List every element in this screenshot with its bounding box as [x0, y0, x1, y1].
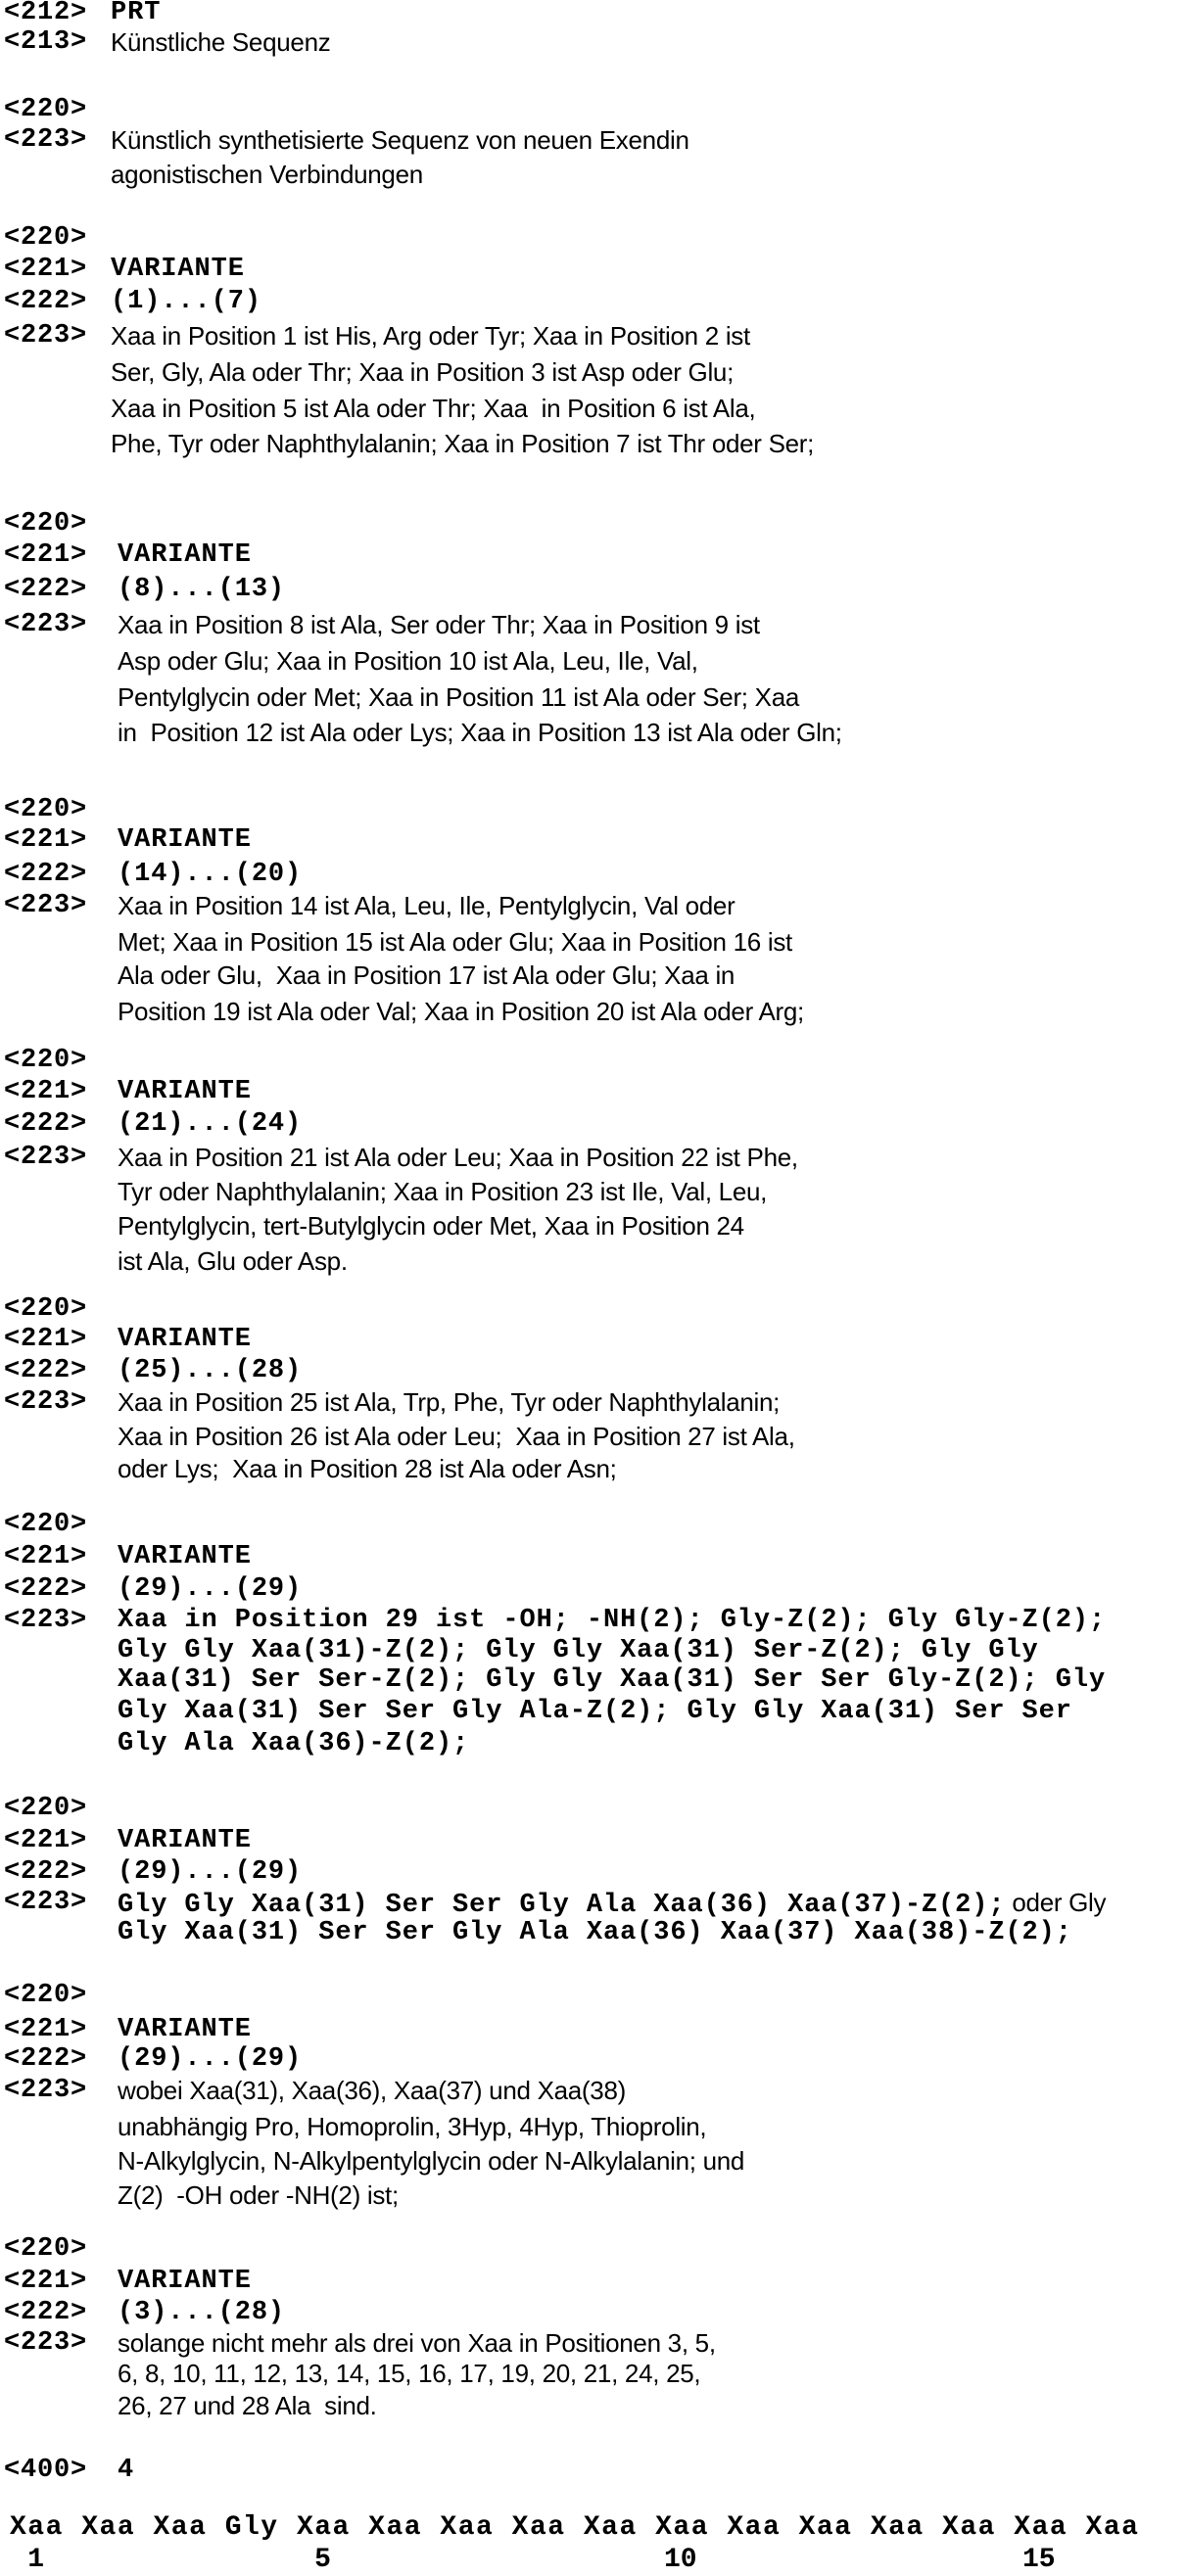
field-value: (25)...(28) [118, 1355, 302, 1386]
field-tag: <221> [4, 1324, 87, 1355]
field-value: (21)...(24) [118, 1108, 302, 1140]
field-value: Xaa in Position 8 ist Ala, Ser oder Thr; Xaa in Position 9 ist [118, 609, 760, 640]
field-value: (8)...(13) [118, 574, 285, 605]
field-value: Ala oder Glu, Xaa in Position 17 ist Ala oder Glu; Xaa in [118, 960, 735, 991]
entry-line [0, 1293, 1186, 1325]
field-value: Position 19 ist Ala oder Val; Xaa in Position 20 ist Ala oder Arg; [118, 996, 804, 1027]
residue: Xaa [512, 2512, 566, 2543]
field-tag: <222> [4, 1108, 87, 1140]
entry-continuation-line [0, 1917, 1186, 1948]
field-value: Xaa in Position 29 ist -OH; -NH(2); Gly-Z(2); Gly Gly-Z(2); [118, 1605, 1106, 1636]
entry-line [0, 794, 1186, 825]
entry-line [0, 574, 1186, 605]
field-value: Phe, Tyr oder Naphthylalanin; Xaa in Position 7 ist Thr oder Ser; [111, 428, 814, 459]
field-value: PRT [111, 0, 161, 28]
field-value: (14)...(20) [118, 859, 302, 890]
residue-number: 1 [27, 2545, 44, 2576]
field-tag: <223> [4, 609, 87, 640]
field-value: Xaa in Position 1 ist His, Arg oder Tyr; Xaa in Position 2 ist [111, 320, 750, 351]
residue-number: 10 [664, 2545, 697, 2576]
field-tag: <222> [4, 1573, 87, 1605]
entry-continuation-line [0, 2179, 1186, 2211]
field-tag: <223> [4, 320, 87, 351]
residue: Xaa [1086, 2512, 1140, 2543]
residue: Xaa [153, 2512, 207, 2543]
entry-line [0, 2455, 1186, 2486]
field-value: N-Alkylglycin, N-Alkylpentylglycin oder N-Alkylalanin; und [118, 2145, 744, 2177]
field-value: ist Ala, Glu oder Asp. [118, 1245, 348, 1277]
field-tag: <222> [4, 2043, 87, 2075]
field-value: (29)...(29) [118, 1573, 302, 1605]
entry-continuation-line [0, 926, 1186, 958]
field-value-text: oder Gly [1005, 1888, 1106, 1917]
field-tag: <220> [4, 222, 87, 254]
field-value: Gly Xaa(31) Ser Ser Gly Ala Xaa(36) Xaa(37) Xaa(38)-Z(2); [118, 1917, 1072, 1948]
entry-line [0, 1509, 1186, 1540]
field-value: Gly Gly Xaa(31)-Z(2); Gly Gly Xaa(31) Ser-Z(2); Gly Gly [118, 1635, 1039, 1666]
field-value: (29)...(29) [118, 2043, 302, 2075]
field-value: Xaa in Position 21 ist Ala oder Leu; Xaa in Position 22 ist Phe, [118, 1142, 798, 1173]
entry-line [0, 890, 1186, 921]
entry-continuation-line [0, 717, 1186, 748]
entry-line [0, 26, 1186, 58]
entry-line [0, 609, 1186, 640]
field-tag: <223> [4, 2075, 87, 2106]
field-value: Z(2) -OH oder -NH(2) ist; [118, 2179, 399, 2211]
entry-line [0, 1108, 1186, 1140]
field-value: VARIANTE [118, 539, 252, 571]
entry-line [0, 1076, 1186, 1107]
field-value: unabhängig Pro, Homoprolin, 3Hyp, 4Hyp, Thioprolin, [118, 2111, 706, 2142]
field-tag: <223> [4, 890, 87, 921]
residue: Xaa [440, 2512, 494, 2543]
field-value: VARIANTE [118, 1076, 252, 1107]
entry-line [0, 2014, 1186, 2045]
entry-line [0, 0, 1186, 28]
field-tag: <221> [4, 2266, 87, 2297]
entry-continuation-line [0, 681, 1186, 713]
field-value: Künstliche Sequenz [111, 26, 330, 58]
field-tag: <223> [4, 1142, 87, 1173]
field-tag: <221> [4, 2014, 87, 2045]
entry-line [0, 1386, 1186, 1418]
residue: Xaa [655, 2512, 709, 2543]
residue: Xaa [871, 2512, 925, 2543]
residue: Xaa [727, 2512, 781, 2543]
field-tag: <220> [4, 94, 87, 125]
entry-line [0, 2075, 1186, 2106]
field-tag: <221> [4, 254, 87, 285]
entry-line [0, 824, 1186, 856]
entry-continuation-line [0, 1696, 1186, 1727]
entry-continuation-line [0, 428, 1186, 459]
field-value: 26, 27 und 28 Ala sind. [118, 2390, 377, 2421]
field-tag: <223> [4, 124, 87, 156]
field-value: VARIANTE [118, 824, 252, 856]
field-tag: <220> [4, 2233, 87, 2265]
entry-line [0, 1324, 1186, 1355]
field-tag: <220> [4, 1509, 87, 1540]
entry-line [0, 1825, 1186, 1856]
field-tag: <220> [4, 1045, 87, 1076]
field-value: Xaa in Position 5 ist Ala oder Thr; Xaa in Position 6 ist Ala, [111, 393, 755, 424]
residue: Xaa [297, 2512, 351, 2543]
field-tag: <220> [4, 1980, 87, 2011]
entry-line [0, 1573, 1186, 1605]
entry-line [0, 2266, 1186, 2297]
field-value: Xaa in Position 14 ist Ala, Leu, Ile, Pentylglycin, Val oder [118, 890, 735, 921]
entry-line [0, 1856, 1186, 1888]
entry-continuation-line [0, 2358, 1186, 2389]
entry-line [0, 286, 1186, 317]
field-value: oder Lys; Xaa in Position 28 ist Ala oder Asn; [118, 1453, 617, 1484]
field-tag: <222> [4, 1856, 87, 1888]
entry-line [0, 222, 1186, 254]
field-tag: <222> [4, 859, 87, 890]
entry-line [0, 1793, 1186, 1824]
field-tag: <213> [4, 26, 87, 58]
field-value: Gly Xaa(31) Ser Ser Gly Ala-Z(2); Gly Gly Xaa(31) Ser Ser [118, 1696, 1072, 1727]
entry-line [0, 508, 1186, 539]
field-value: in Position 12 ist Ala oder Lys; Xaa in Position 13 ist Ala oder Gln; [118, 717, 842, 748]
field-value: Ser, Gly, Ala oder Thr; Xaa in Position 3 ist Asp oder Glu; [111, 356, 734, 388]
entry-line [0, 254, 1186, 285]
field-value: Xaa in Position 26 ist Ala oder Leu; Xaa in Position 27 ist Ala, [118, 1421, 795, 1452]
residue: Xaa [81, 2512, 135, 2543]
residue: Xaa [584, 2512, 638, 2543]
entry-continuation-line [0, 645, 1186, 677]
entry-line [0, 1605, 1186, 1636]
field-value: agonistischen Verbindungen [111, 159, 423, 190]
entry-line [0, 859, 1186, 890]
field-tag: <221> [4, 1825, 87, 1856]
entry-line [0, 2327, 1186, 2359]
field-tag: <212> [4, 0, 87, 28]
field-value: wobei Xaa(31), Xaa(36), Xaa(37) und Xaa(38) [118, 2075, 626, 2106]
entry-line [0, 124, 1186, 156]
field-value: Met; Xaa in Position 15 ist Ala oder Glu; Xaa in Position 16 ist [118, 926, 792, 958]
entry-line [0, 1355, 1186, 1386]
field-tag: <220> [4, 1793, 87, 1824]
entry-continuation-line [0, 2145, 1186, 2177]
entry-line [0, 2043, 1186, 2075]
field-tag: <223> [4, 1386, 87, 1418]
entry-continuation-line [0, 1635, 1186, 1666]
field-value: Xaa in Position 25 ist Ala, Trp, Phe, Tyr oder Naphthylalanin; [118, 1386, 780, 1418]
residue: Xaa [942, 2512, 996, 2543]
field-value: VARIANTE [118, 1541, 252, 1572]
field-tag: <222> [4, 574, 87, 605]
entry-continuation-line [0, 393, 1186, 424]
field-tag: <220> [4, 508, 87, 539]
field-value: VARIANTE [118, 1825, 252, 1856]
entry-continuation-line [0, 1210, 1186, 1241]
entry-line [0, 2233, 1186, 2265]
field-value: VARIANTE [118, 2014, 252, 2045]
entry-continuation-line [0, 2390, 1186, 2421]
residue: Gly [225, 2512, 279, 2543]
field-tag: <221> [4, 1076, 87, 1107]
field-value: Xaa(31) Ser Ser-Z(2); Gly Gly Xaa(31) Ser Ser Gly-Z(2); Gly [118, 1664, 1106, 1696]
field-tag: <221> [4, 824, 87, 856]
sequence-residues [10, 2512, 1139, 2544]
residue: Xaa [799, 2512, 853, 2543]
residue: Xaa [10, 2512, 64, 2543]
entry-line [0, 2297, 1186, 2328]
field-value: (3)...(28) [118, 2297, 285, 2328]
field-tag: <220> [4, 794, 87, 825]
entry-continuation-line [0, 2111, 1186, 2142]
field-tag: <222> [4, 1355, 87, 1386]
field-value: VARIANTE [118, 1324, 252, 1355]
field-value: Tyr oder Naphthylalanin; Xaa in Position 23 ist Ile, Val, Leu, [118, 1176, 767, 1207]
field-tag: <220> [4, 1293, 87, 1325]
residue: Xaa [368, 2512, 422, 2543]
residue: Xaa [1014, 2512, 1067, 2543]
field-tag: <223> [4, 1605, 87, 1636]
field-tag: <221> [4, 1541, 87, 1572]
field-value-mono: Gly Gly Xaa(31) Ser Ser Gly Ala Xaa(36) Xaa(37)-Z(2); [118, 1891, 1005, 1920]
entry-continuation-line [0, 1664, 1186, 1696]
field-value: (29)...(29) [118, 1856, 302, 1888]
field-value: 4 [118, 2455, 134, 2486]
entry-continuation-line [0, 1245, 1186, 1277]
entry-line [0, 539, 1186, 571]
entry-line [0, 94, 1186, 125]
field-value: 6, 8, 10, 11, 12, 13, 14, 15, 16, 17, 19, 20, 21, 24, 25, [118, 2358, 700, 2389]
entry-continuation-line [0, 996, 1186, 1027]
field-tag: <223> [4, 2327, 87, 2359]
field-value: Asp oder Glu; Xaa in Position 10 ist Ala, Leu, Ile, Val, [118, 645, 698, 677]
residue-number: 15 [1022, 2545, 1056, 2576]
entry-continuation-line [0, 159, 1186, 190]
field-value: VARIANTE [111, 254, 245, 285]
entry-line [0, 1887, 1186, 1918]
entry-line [0, 1980, 1186, 2011]
field-value: Pentylglycin, tert-Butylglycin oder Met, Xaa in Position 24 [118, 1210, 744, 1241]
field-tag: <223> [4, 1887, 87, 1918]
field-value: VARIANTE [118, 2266, 252, 2297]
field-tag: <222> [4, 2297, 87, 2328]
entry-line [0, 320, 1186, 351]
entry-line [0, 1541, 1186, 1572]
field-value: (1)...(7) [111, 286, 261, 317]
entry-continuation-line [0, 356, 1186, 388]
field-value: solange nicht mehr als drei von Xaa in Positionen 3, 5, [118, 2327, 716, 2359]
entry-continuation-line [0, 1421, 1186, 1452]
entry-line [0, 1045, 1186, 1076]
entry-continuation-line [0, 1453, 1186, 1484]
field-value: Künstlich synthetisierte Sequenz von neuen Exendin [111, 124, 689, 156]
field-value: Gly Ala Xaa(36)-Z(2); [118, 1728, 469, 1759]
residue-number: 5 [314, 2545, 331, 2576]
entry-line [0, 1142, 1186, 1173]
entry-continuation-line [0, 1728, 1186, 1759]
field-value: Pentylglycin oder Met; Xaa in Position 11 ist Ala oder Ser; Xaa [118, 681, 799, 713]
entry-continuation-line [0, 960, 1186, 991]
entry-continuation-line [0, 1176, 1186, 1207]
field-tag: <222> [4, 286, 87, 317]
field-tag: <221> [4, 539, 87, 571]
field-tag: <400> [4, 2455, 87, 2486]
